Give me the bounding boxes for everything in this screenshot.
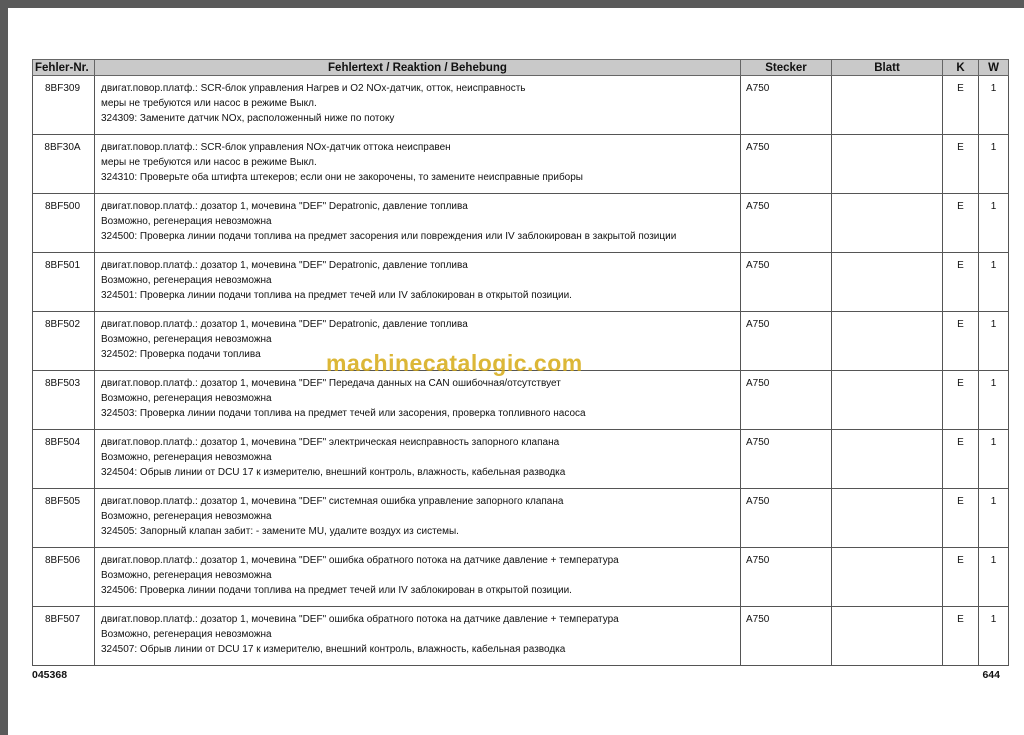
page-number: 644 (982, 669, 1000, 681)
description-line1: двигат.повор.платф.: SCR-блок управления NOx-датчик оттока неисправен (101, 142, 451, 153)
w-cell: 1 (979, 548, 1009, 607)
description-line3: 324310: Проверьте оба штифта штекеров; если они не закорочены, то замените неисправные приборы (101, 172, 583, 183)
header-fehler-nr: Fehler-Nr. (33, 60, 95, 76)
error-code: 8BF30A (33, 135, 95, 194)
description-line2: меры не требуются или насос в режиме Выкл. (101, 157, 317, 168)
k-cell: E (943, 430, 979, 489)
blatt-cell (832, 607, 943, 666)
k-cell: E (943, 135, 979, 194)
k-cell: E (943, 489, 979, 548)
description-line3: 324506: Проверка линии подачи топлива на предмет течей или IV заблокирован в открытой позиции. (101, 585, 572, 596)
description-line3: 324503: Проверка линии подачи топлива на предмет течей или засорения, проверка топливного насоса (101, 408, 586, 419)
document-number: 045368 (32, 669, 68, 681)
error-code: 8BF506 (33, 548, 95, 607)
table-row (33, 253, 1009, 312)
table-row (33, 607, 1009, 666)
k-cell: E (943, 548, 979, 607)
watermark-text: machinecatalogic.com (326, 350, 583, 376)
blatt-cell (832, 430, 943, 489)
blatt-cell (832, 76, 943, 135)
table-row (33, 489, 1009, 548)
error-code: 8BF504 (33, 430, 95, 489)
w-cell: 1 (979, 76, 1009, 135)
description-line2: Возможно, регенерация невозможна (101, 216, 272, 227)
w-cell: 1 (979, 371, 1009, 430)
k-cell: E (943, 607, 979, 666)
stecker-cell: A750 (741, 371, 832, 430)
stecker-cell: A750 (741, 548, 832, 607)
header-w: W (979, 60, 1009, 76)
description-line1: двигат.повор.платф.: SCR-блок управления Нагрев и O2 NOx-датчик, отток, неисправность (101, 83, 526, 94)
blatt-cell (832, 548, 943, 607)
k-cell: E (943, 253, 979, 312)
k-cell: E (943, 194, 979, 253)
blatt-cell (832, 135, 943, 194)
description-line3: 324501: Проверка линии подачи топлива на предмет течей или IV заблокирован в открытой позиции. (101, 290, 572, 301)
description-line1: двигат.повор.платф.: дозатор 1, мочевина "DEF" Depatronic, давление топлива (101, 319, 468, 330)
error-code: 8BF309 (33, 76, 95, 135)
error-description (95, 489, 741, 548)
description-line2: Возможно, регенерация невозможна (101, 452, 272, 463)
description-line2: Возможно, регенерация невозможна (101, 275, 272, 286)
header-blatt: Blatt (832, 60, 943, 76)
document-page (8, 8, 1024, 735)
w-cell: 1 (979, 430, 1009, 489)
error-code: 8BF502 (33, 312, 95, 371)
description-line3: 324502: Проверка подачи топлива (101, 349, 261, 360)
error-code: 8BF505 (33, 489, 95, 548)
blatt-cell (832, 489, 943, 548)
k-cell: E (943, 76, 979, 135)
description-line3: 324500: Проверка линии подачи топлива на предмет засорения или повреждения или IV заблокирован в закрытой позиции (101, 231, 677, 242)
stecker-cell: A750 (741, 253, 832, 312)
description-line2: Возможно, регенерация невозможна (101, 393, 272, 404)
description-line1: двигат.повор.платф.: дозатор 1, мочевина "DEF" Depatronic, давление топлива (101, 260, 468, 271)
description-line1: двигат.повор.платф.: дозатор 1, мочевина "DEF" Depatronic, давление топлива (101, 201, 468, 212)
error-description (95, 607, 741, 666)
error-description (95, 430, 741, 489)
w-cell: 1 (979, 312, 1009, 371)
k-cell: E (943, 312, 979, 371)
stecker-cell: A750 (741, 76, 832, 135)
error-description (95, 76, 741, 135)
error-code: 8BF501 (33, 253, 95, 312)
table-row (33, 135, 1009, 194)
error-description (95, 548, 741, 607)
w-cell: 1 (979, 253, 1009, 312)
description-line3: 324309: Замените датчик NOx, расположенный ниже по потоку (101, 113, 395, 124)
error-code: 8BF503 (33, 371, 95, 430)
error-description (95, 194, 741, 253)
w-cell: 1 (979, 489, 1009, 548)
table-row (33, 430, 1009, 489)
error-description (95, 371, 741, 430)
blatt-cell (832, 253, 943, 312)
description-line2: Возможно, регенерация невозможна (101, 511, 272, 522)
blatt-cell (832, 194, 943, 253)
error-code: 8BF500 (33, 194, 95, 253)
table-row (33, 194, 1009, 253)
error-code: 8BF507 (33, 607, 95, 666)
header-k: K (943, 60, 979, 76)
description-line1: двигат.повор.платф.: дозатор 1, мочевина "DEF" Передача данных на CAN ошибочная/отсутствует (101, 378, 561, 389)
description-line2: Возможно, регенерация невозможна (101, 570, 272, 581)
error-description (95, 135, 741, 194)
stecker-cell: A750 (741, 135, 832, 194)
w-cell: 1 (979, 135, 1009, 194)
table-row (33, 371, 1009, 430)
blatt-cell (832, 312, 943, 371)
description-line2: меры не требуются или насос в режиме Выкл. (101, 98, 317, 109)
description-line3: 324504: Обрыв линии от DCU 17 к измерителю, внешний контроль, влажность, кабельная разводка (101, 467, 566, 478)
description-line2: Возможно, регенерация невозможна (101, 334, 272, 345)
w-cell: 1 (979, 194, 1009, 253)
blatt-cell (832, 371, 943, 430)
description-line1: двигат.повор.платф.: дозатор 1, мочевина "DEF" системная ошибка управление запорного клапана (101, 496, 564, 507)
w-cell: 1 (979, 607, 1009, 666)
description-line3: 324505: Запорный клапан забит: - замените MU, удалите воздух из системы. (101, 526, 459, 537)
stecker-cell: A750 (741, 607, 832, 666)
error-description (95, 253, 741, 312)
table-row (33, 548, 1009, 607)
stecker-cell: A750 (741, 194, 832, 253)
stecker-cell: A750 (741, 489, 832, 548)
stecker-cell: A750 (741, 430, 832, 489)
description-line3: 324507: Обрыв линии от DCU 17 к измерителю, внешний контроль, влажность, кабельная разводка (101, 644, 566, 655)
stecker-cell: A750 (741, 312, 832, 371)
table-header-row (33, 60, 1009, 76)
header-fehlertext: Fehlertext / Reaktion / Behebung (95, 60, 741, 76)
description-line1: двигат.повор.платф.: дозатор 1, мочевина "DEF" электрическая неисправность запорного клапана (101, 437, 560, 448)
header-stecker: Stecker (741, 60, 832, 76)
k-cell: E (943, 371, 979, 430)
description-line1: двигат.повор.платф.: дозатор 1, мочевина "DEF" ошибка обратного потока на датчике давление + температура (101, 614, 619, 625)
description-line1: двигат.повор.платф.: дозатор 1, мочевина "DEF" ошибка обратного потока на датчике давление + температура (101, 555, 619, 566)
description-line2: Возможно, регенерация невозможна (101, 629, 272, 640)
table-row (33, 76, 1009, 135)
